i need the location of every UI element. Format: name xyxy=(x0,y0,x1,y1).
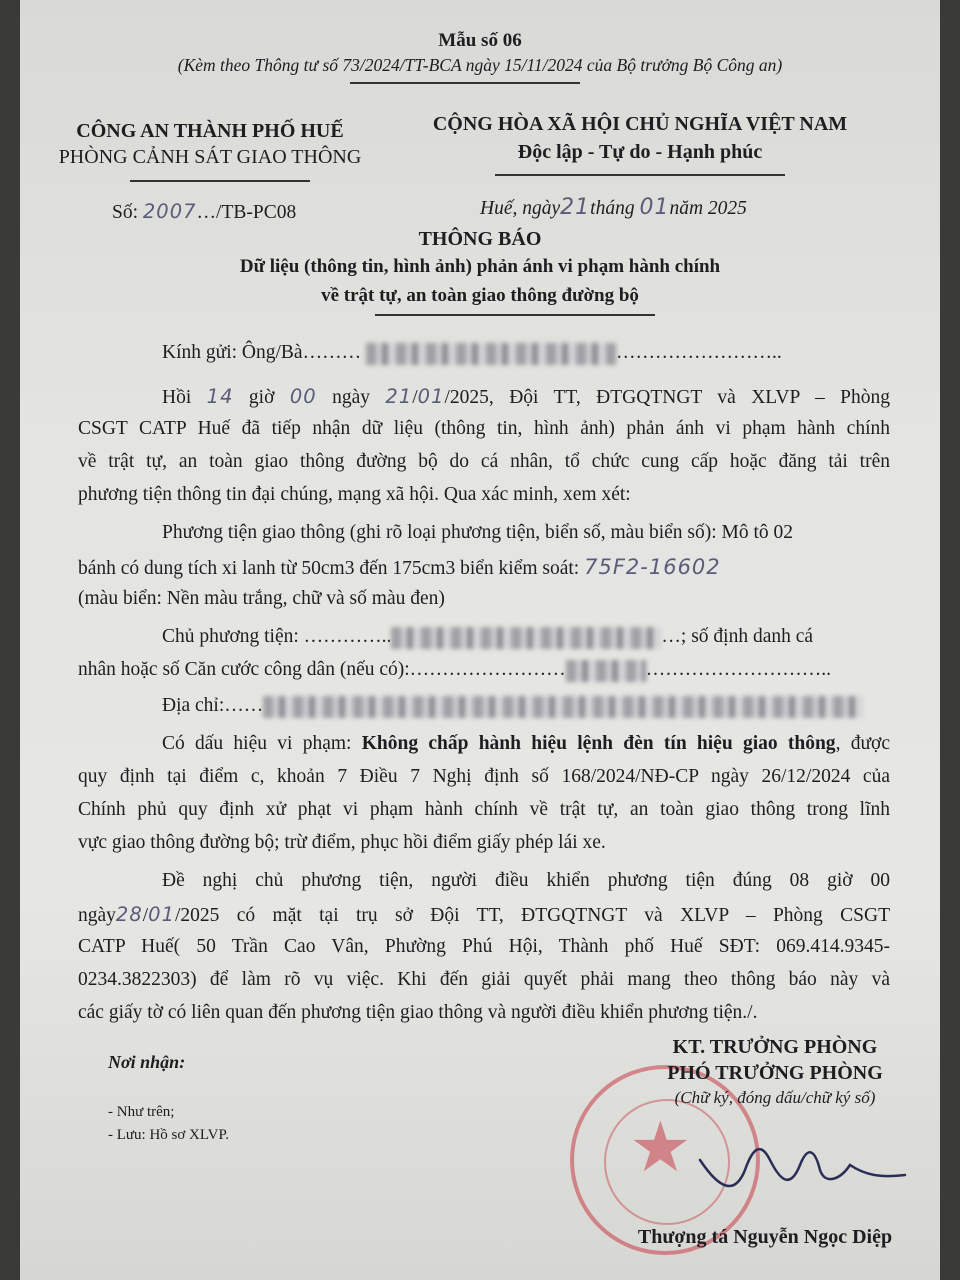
p6-line-1: Đề nghị chủ phương tiện, người điều khiển phương tiện đúng 08 giờ 00 xyxy=(162,870,890,891)
p6-line-4: 0234.3822303) để làm rõ vụ việc. Khi đến giải quyết phải mang theo thông báo này và xyxy=(78,969,890,990)
nation-name: CỘNG HÒA XÃ HỘI CHỦ NGHĨA VIỆT NAM xyxy=(432,113,848,135)
form-reference: (Kèm theo Thông tư số 73/2024/TT-BCA ngày 15/11/2024 của Bộ trưởng Bộ Công an) xyxy=(177,55,783,75)
nation-motto: Độc lập - Tự do - Hạnh phúc xyxy=(517,141,763,163)
p5-line-1: Có dấu hiệu vi phạm: Không chấp hành hiệu lệnh đèn tín hiệu giao thông, được xyxy=(162,733,890,754)
document-number: Số: 2007…/TB-PC08 xyxy=(112,200,297,223)
redacted-owner xyxy=(391,627,661,649)
p1-line-2: CSGT CATP Huế đã tiếp nhận dữ liệu (thông tin, hình ảnh) phản ánh vi phạm hành chính xyxy=(78,418,890,439)
form-number: Mẫu số 06 xyxy=(438,30,522,51)
address-line: Địa chỉ:…… xyxy=(162,695,863,718)
p6-line-5: các giấy tờ có liên quan đến phương tiện giao thông và người điều khiển phương tiện./. xyxy=(78,1002,758,1023)
p1-line-4: phương tiện thông tin đại chúng, mạng xã hội. Qua xác minh, xem xét: xyxy=(78,484,631,505)
recipient-2: - Lưu: Hồ sơ XLVP. xyxy=(108,1127,229,1143)
official-seal: ★ xyxy=(570,1065,760,1255)
divider xyxy=(495,174,785,176)
document-page xyxy=(20,0,940,1280)
signer-name: Thượng tá Nguyễn Ngọc Diệp xyxy=(637,1226,893,1248)
p3-line-2: nhân hoặc số Căn cước công dân (nếu có):…………………… ……………………….. xyxy=(78,659,831,680)
signature xyxy=(690,1120,910,1210)
p2-line-1: Phương tiện giao thông (ghi rõ loại phương tiện, biển số, màu biển số): Mô tô 02 xyxy=(162,522,794,543)
recipients-title: Nơi nhận: xyxy=(108,1052,186,1072)
p5-line-4: vực giao thông đường bộ; trừ điểm, phục hồi điểm giấy phép lái xe. xyxy=(78,832,606,853)
p2-line-2: bánh có dung tích xi lanh từ 50cm3 đến 175cm3 biển kiểm soát: 75F2-16602 xyxy=(78,555,721,579)
divider xyxy=(375,314,655,316)
divider xyxy=(350,82,580,84)
recipient-1: - Như trên; xyxy=(108,1104,175,1120)
redacted-id xyxy=(566,660,646,682)
p2-line-3: (màu biển: Nền màu trắng, chữ và số màu đen) xyxy=(78,588,445,609)
redacted-name xyxy=(366,343,616,365)
document-date: Huế, ngày21tháng 01năm 2025 xyxy=(480,195,747,220)
addressee: Kính gửi: Ông/Bà……… …………………….. xyxy=(162,342,782,363)
p1-line-1: Hồi 14 giờ 00 ngày 21/01/2025, Đội TT, ĐTGQTNGT và XLVP – Phòng xyxy=(162,385,891,408)
p5-line-3: Chính phủ quy định xử phạt vi phạm hành chính về trật tự, an toàn giao thông trong lĩnh xyxy=(78,799,890,820)
signer-title-2: PHÓ TRƯỞNG PHÒNG xyxy=(667,1062,883,1084)
signer-title-1: KT. TRƯỞNG PHÒNG xyxy=(672,1036,878,1058)
document-title: THÔNG BÁO xyxy=(418,228,542,250)
agency-name: PHÒNG CẢNH SÁT GIAO THÔNG xyxy=(58,146,362,168)
subtitle-line-2: về trật tự, an toàn giao thông đường bộ xyxy=(321,285,639,306)
subtitle-line-1: Dữ liệu (thông tin, hình ảnh) phản ánh vi phạm hành chính xyxy=(239,256,721,277)
p5-line-2: quy định tại điểm c, khoản 7 Điều 7 Nghị định số 168/2024/NĐ-CP ngày 26/12/2024 của xyxy=(78,766,890,787)
p1-line-3: về trật tự, an toàn giao thông đường bộ do cá nhân, tổ chức cung cấp hoặc đăng tải trên xyxy=(78,451,890,472)
redacted-address xyxy=(263,696,863,718)
p6-line-3: CATP Huế( 50 Trần Cao Vân, Phường Phú Hội, Thành phố Huế SĐT: 069.414.9345- xyxy=(78,936,890,957)
agency-parent: CÔNG AN THÀNH PHỐ HUẾ xyxy=(76,120,344,142)
p6-line-2: ngày28/01/2025 có mặt tại trụ sở Đội TT, ĐTGQTNGT và XLVP – Phòng CSGT xyxy=(78,903,890,926)
divider xyxy=(130,180,310,182)
p3-line-1: Chủ phương tiện: ………….. …; số định danh cá xyxy=(162,626,814,647)
signer-note: (Chữ ký, đóng dấu/chữ ký số) xyxy=(674,1088,876,1107)
